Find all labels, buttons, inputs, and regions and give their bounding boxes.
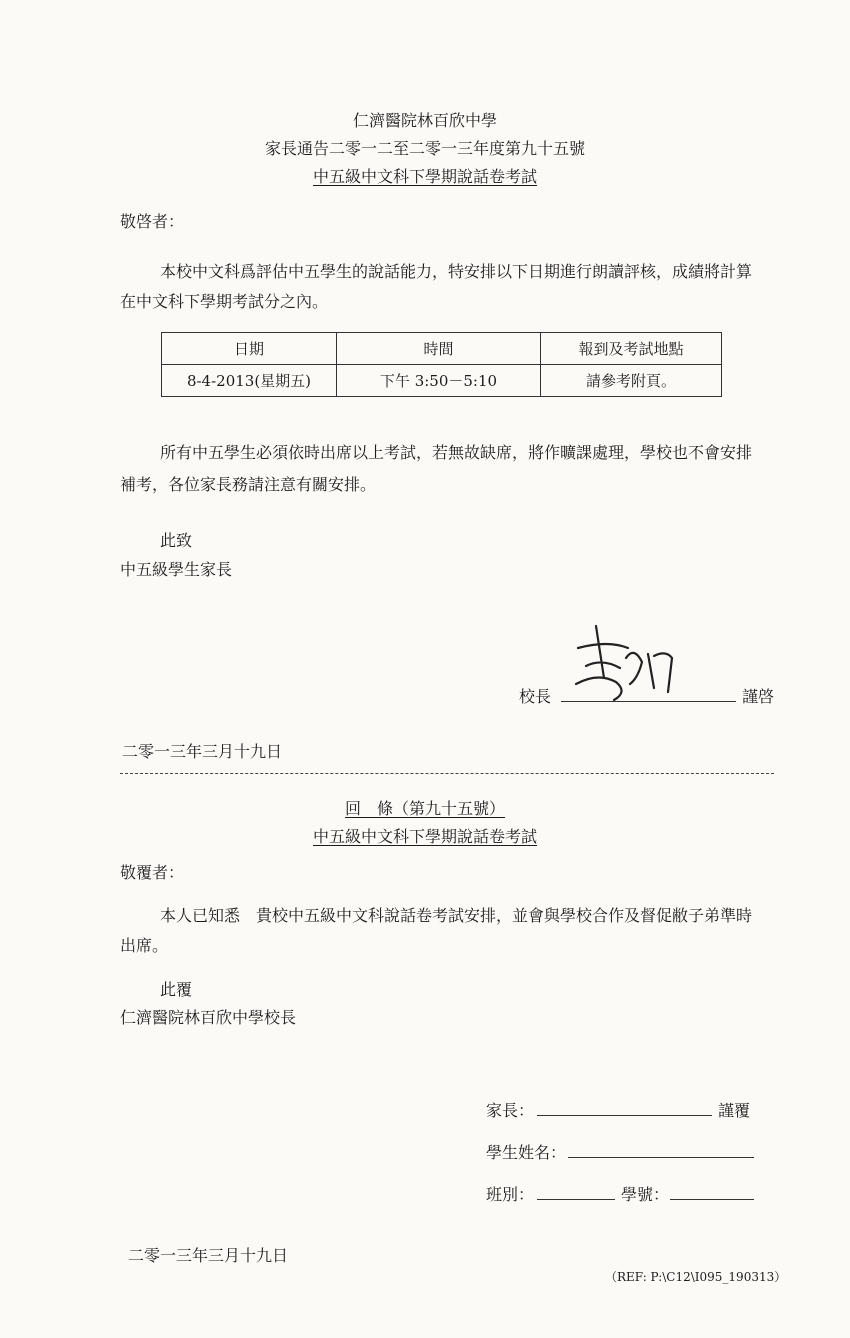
student-name-label: 學生姓名： <box>486 1143 567 1162</box>
school-name: 仁濟醫院林百欣中學 <box>352 111 497 130</box>
reply-date: 二零一三年三月十九日 <box>128 1246 289 1265</box>
reply-salutation: 敬覆者： <box>120 863 185 882</box>
salutation: 敬啓者： <box>120 212 185 231</box>
notice-subject-text: 中五級中文科下學期說話卷考試 <box>312 167 537 186</box>
paragraph-2-line-2: 補考，各位家長務請注意有關安排。 <box>120 475 377 494</box>
table-row <box>162 365 722 397</box>
reply-addressee: 仁濟醫院林百欣中學校長 <box>120 1008 297 1027</box>
respectfully-label: 謹啓 <box>742 687 775 706</box>
parent-label: 家長： <box>486 1101 535 1120</box>
reply-subject <box>0 824 850 847</box>
class-field[interactable] <box>537 1199 615 1200</box>
reference-code: （REF: P:\C12\I095_190313） <box>605 1270 787 1284</box>
student-number-field[interactable] <box>670 1199 754 1200</box>
reply-title <box>0 796 850 819</box>
principal-label: 校長 <box>519 687 552 706</box>
table-cell-time: 下午 3:50－5:10 <box>337 365 541 397</box>
reply-title-text: 回 條（第九十五號） <box>344 799 505 818</box>
recipient: 中五級學生家長 <box>120 560 233 579</box>
closing: 此致 <box>160 531 193 550</box>
parent-suffix: 謹覆 <box>718 1101 751 1120</box>
student-number-label: 學號： <box>621 1185 670 1204</box>
reply-subject-text: 中五級中文科下學期說話卷考試 <box>312 827 537 846</box>
parent-signature-field[interactable] <box>537 1115 712 1116</box>
student-name-field[interactable] <box>568 1157 754 1158</box>
table-cell-venue: 請參考附頁。 <box>541 365 722 397</box>
paragraph-2-line-1: 所有中五學生必須依時出席以上考試，若無故缺席，將作曠課處理，學校也不會安排 <box>160 443 753 462</box>
table-header-venue: 報到及考試地點 <box>541 333 722 365</box>
principal-signature-line <box>561 701 736 702</box>
notice-subject <box>0 164 850 187</box>
class-label: 班別： <box>486 1185 535 1204</box>
notice-date: 二零一三年三月十九日 <box>122 742 283 761</box>
paragraph-1-line-2: 在中文科下學期考試分之內。 <box>120 292 329 311</box>
reply-paragraph-line-2: 出席。 <box>120 936 169 955</box>
table-cell-date: 8-4-2013(星期五) <box>162 365 337 397</box>
table-header-row <box>162 333 722 365</box>
table-header-time: 時間 <box>337 333 541 365</box>
principal-signature <box>568 618 683 703</box>
table-header-date: 日期 <box>162 333 337 365</box>
reply-paragraph-line-1: 本人已知悉 貴校中五級中文科說話卷考試安排，並會與學校合作及督促敝子弟準時 <box>160 906 753 925</box>
tear-off-line <box>120 773 774 774</box>
reply-closing: 此覆 <box>160 980 193 999</box>
notice-number: 家長通告二零一二至二零一三年度第九十五號 <box>264 139 585 158</box>
paragraph-1-line-1: 本校中文科爲評估中五學生的說話能力，特安排以下日期進行朗讀評核，成績將計算 <box>160 262 753 281</box>
exam-schedule-table <box>161 332 722 397</box>
